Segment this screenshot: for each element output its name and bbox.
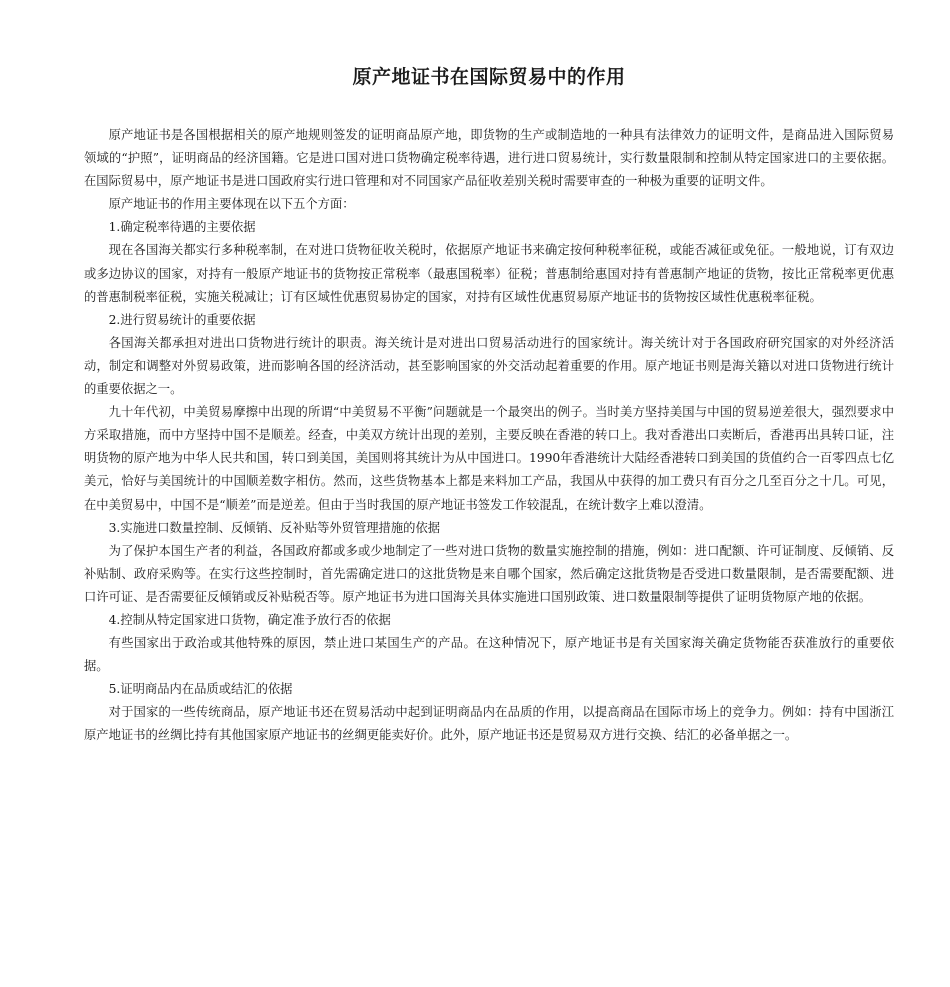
paragraph-quality: 对于国家的一些传统商品，原产地证书还在贸易活动中起到证明商品内在品质的作用，以提高商品在国际市场上的竞争力。例如：持有中国浙江原产地证书的丝绸比持有其他国家原产地证书的丝绸更能卖好价。此外，原产地证书还是贸易双方进行交换、结汇的必备单据之一。: [84, 705, 894, 743]
section-heading-2: 2.进行贸易统计的重要依据: [108, 312, 256, 327]
paragraph-tariff: 现在各国海关都实行多种税率制，在对进口货物征收关税时，依据原产地证书来确定按何种税率征税，或能否减征或免征。一般地说，订有双边或多边协议的国家，对持有一般原产地证书的货物按正常税率（最惠国税率）征税；普惠制给惠国对持有普惠制产地证的货物，按比正常税率更优惠的普惠制税率征税，实施关税减让；订有区域性优惠贸易协定的国家，对持有区域性优惠贸易原产地证书的货物按区域性优惠税率征税。: [84, 243, 894, 304]
document-body: [84, 124, 894, 748]
paragraph-statistics: 各国海关都承担对进出口货物进行统计的职责。海关统计是对进出口贸易活动进行的国家统计。海关统计对于各国政府研究国家的对外经济活动，制定和调整对外贸易政策，进而影响各国的经济活动，甚至影响国家的外交活动起着重要的作用。原产地证书则是海关籍以对进口货物进行统计的重要依据之一。: [84, 335, 894, 397]
section-heading-3: 3.实施进口数量控制、反倾销、反补贴等外贸管理措施的依据: [108, 520, 441, 535]
section-heading-5: 5.证明商品内在品质或结汇的依据: [108, 682, 293, 697]
paragraph-release: 有些国家出于政治或其他特殊的原因，禁止进口某国生产的产品。在这种情况下，原产地证书是有关国家海关确定货物能否获准放行的重要依据。: [84, 636, 894, 674]
document-title: 原产地证书在国际贸易中的作用: [352, 66, 626, 88]
section-heading-1: 1.确定税率待遇的主要依据: [108, 220, 256, 235]
paragraph-example: 九十年代初，中美贸易摩擦中出现的所谓“中美贸易不平衡”问题就是一个最突出的例子。当时美方坚持美国与中国的贸易逆差很大，强烈要求中方采取措施，而中方坚持中国不是顺差。经查，中美双方统计出现的差别，主要反映在香港的转口上。我对香港出口卖断后，香港再出具转口证，注明货物的原产地为中华人民共和国，转口到美国，美国则将其统计为从中国进口。1990年香港统计大陆经香港转口到美国的货值约合一百零四点七亿美元，恰好与美国统计的中国顺差数字相仿。然而，这些货物基本上都是来料加工产品，我国从中获得的加工费只有百分之几至百分之十几。可见，在中美贸易中，中国不是“顺差”而是逆差。但由于当时我国的原产地证书签发工作较混乱，在统计数字上难以澄清。: [84, 405, 894, 512]
paragraph-intro: 原产地证书是各国根据相关的原产地规则签发的证明商品原产地，即货物的生产或制造地的一种具有法律效力的证明文件，是商品进入国际贸易领域的“护照”，证明商品的经济国籍。它是进口国对进口货物确定税率待遇，进行进口贸易统计，实行数量限制和控制从特定国家进口的主要依据。在国际贸易中，原产地证书是进口国政府实行进口管理和对不同国家产品征收差别关税时需要审查的一种极为重要的证明文件。: [84, 128, 894, 189]
paragraph-quota: 为了保护本国生产者的利益，各国政府都或多或少地制定了一些对进口货物的数量实施控制的措施，例如：进口配额、许可证制度、反倾销、反补贴制、政府采购等。在实行这些控制时，首先需确定进口的这批货物是来自哪个国家，然后确定这批货物是否受进口数量限制，是否需要配额、进口许可证、是否需要征反倾销或反补贴税否等。原产地证书为进口国海关具体实施进口国别政策、进口数量限制等提供了证明货物原产地的依据。: [84, 543, 894, 604]
paragraph-overview: 原产地证书的作用主要体现在以下五个方面：: [108, 197, 355, 212]
section-heading-4: 4.控制从特定国家进口货物，确定准予放行否的依据: [108, 612, 391, 627]
